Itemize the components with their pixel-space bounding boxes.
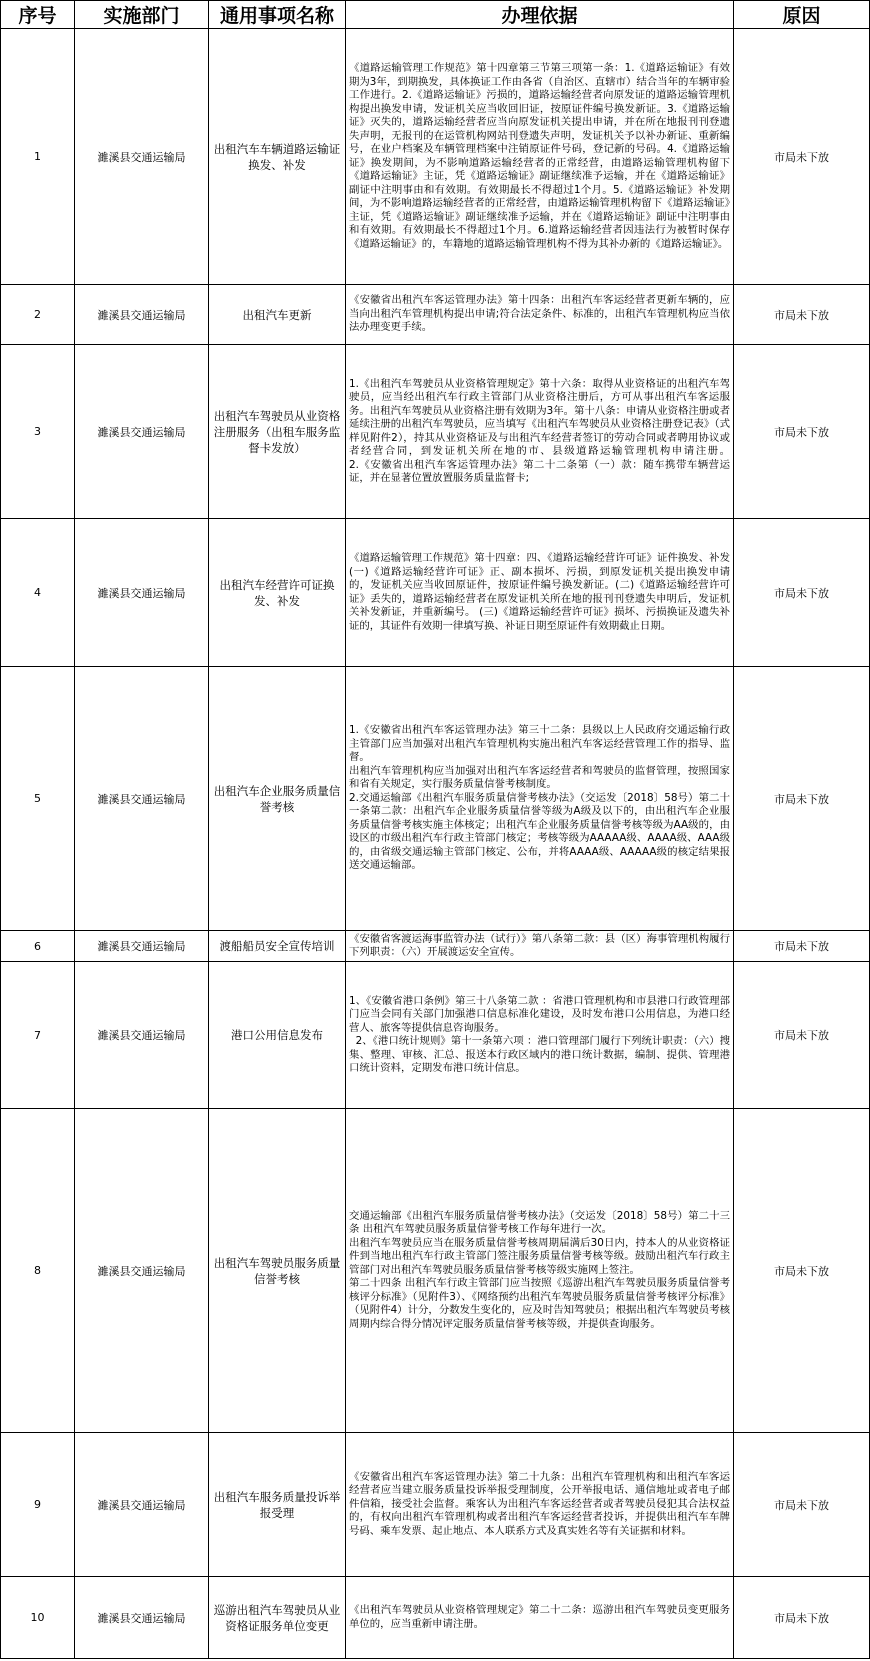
- cell-item: 出租汽车驾驶员从业资格注册服务（出租车服务监督卡发放）: [209, 345, 346, 519]
- cell-dept: 濉溪县交通运输局: [75, 285, 209, 345]
- cell-reason: 市局未下放: [734, 1433, 870, 1577]
- header-row: [1, 1, 870, 29]
- basis-text: 1.《出租汽车驾驶员从业资格管理规定》第十六条：取得从业资格证的出租汽车驾驶员，应当经出租汽车行政主管部门从业资格注册后，方可从事出租汽车客运服务。出租汽车驾驶员从业资格注册有效期为3年。第十八条：申请从业资格注册或者延续注册的出租汽车驾驶员，应当填写《出租汽车驾驶员从业资格注册登记表》（式样见附件2），持其从业资格证及与出租汽车经营者签订的劳动合同或者聘用协议或者经营合同，到发证机关所在地的市、县级道路运输管理机构申请注册。 2.《安徽省出租汽车客运管理办法》第二十二条第（一）款：随车携带车辆营运证，并在显著位置放置服务质量监督卡;: [349, 377, 797, 484]
- table-row: [1, 962, 870, 1109]
- table-row: [1, 931, 870, 962]
- table-row: [1, 1109, 870, 1433]
- header-basis: 办理依据: [346, 1, 734, 29]
- cell-item: 出租汽车企业服务质量信誉考核: [209, 667, 346, 931]
- header-dept: 实施部门: [75, 1, 209, 29]
- cell-item: 巡游出租汽车驾驶员从业资格证服务单位变更: [209, 1577, 346, 1659]
- cell-item: 渡船船员安全宣传培训: [209, 931, 346, 962]
- cell-reason: 市局未下放: [734, 29, 870, 285]
- basis-text: 《安徽省出租汽车客运管理办法》第十四条：出租汽车客运经营者更新车辆的，应当向出租汽车管理机构提出申请;符合法定条件、标准的，出租汽车管理机构应当依法办理变更手续。: [349, 294, 730, 334]
- table-row: [1, 29, 870, 285]
- cell-item: 港口公用信息发布: [209, 962, 346, 1109]
- cell-reason: 市局未下放: [734, 285, 870, 345]
- basis-text: 交通运输部《出租汽车服务质量信誉考核办法》（交运发〔2018〕58号）第二十三条 出租汽车驾驶员服务质量信誉考核工作每年进行一次。 出租汽车驾驶员应当在服务质量信誉考核周期届满后30日内，持本人的从业资格证件到当地出租汽车行政主管部门签注服务质量信誉考核等级。鼓励出租汽车行政主管部门对出租汽车驾驶员服务质量信誉考核等级实施网上签注。 第二十四条 出租汽车行政主管部门应当按照《巡游出租汽车驾驶员服务质量信誉考核评分标准》（见附件3）、《网络预约出租汽车驾驶员服务质量信誉考核评分标准》（见附件4）计分，分数发生变化的，应及时告知驾驶员；根据出租汽车驾驶员考核周期内综合得分情况评定服务质量信誉考核等级，并提供查询服务。: [349, 1209, 730, 1330]
- table-row: [1, 1433, 870, 1577]
- cell-reason: 市局未下放: [734, 667, 870, 931]
- basis-text: 《出租汽车驾驶员从业资格管理规定》第二十二条：巡游出租汽车驾驶员变更服务单位的，应当重新申请注册。: [349, 1604, 730, 1630]
- cell-dept: 濉溪县交通运输局: [75, 962, 209, 1109]
- cell-item: 出租汽车驾驶员服务质量信誉考核: [209, 1109, 346, 1433]
- cell-reason: 市局未下放: [734, 345, 870, 519]
- table-row: [1, 285, 870, 345]
- cell-dept: 濉溪县交通运输局: [75, 1433, 209, 1577]
- cell-seq: 7: [1, 962, 75, 1109]
- cell-dept: 濉溪县交通运输局: [75, 345, 209, 519]
- cell-reason: 市局未下放: [734, 962, 870, 1109]
- basis-text: 《安徽省出租汽车客运管理办法》第二十九条：出租汽车管理机构和出租汽车客运经营者应当建立服务质量投诉举报受理制度，公开举报电话、通信地址或者电子邮件信箱，接受社会监督。乘客认为出租汽车客运经营者或者驾驶员侵犯其合法权益的，有权向出租汽车管理机构或者出租汽车客运经营者投诉，并提供出租汽车车牌号码、乘车发票、起止地点、本人联系方式及真实姓名等有关证据和材料。: [349, 1470, 730, 1537]
- basis-text: 《道路运输管理工作规范》第十四章第三节第三项第一条：1.《道路运输证》有效期为3年，到期换发，具体换证工作由各省（自治区、直辖市）结合当年的车辆审验工作进行。2.《道路运输证》污损的，道路运输经营者向原发证的道路运输管理机构提出换发申请，发证机关应当收回旧证，按原证件编号换发新证。3.《道路运输证》灭失的，道路运输经营者应当向原发证机关提出申请，并在所在地报刊刊登遗失声明，无报刊的在运管机构网站刊登遗失声明，发证机关予以补办新证、重新编号，在业户档案及车辆管理档案中注销原证件号码，登记新的号码。4.《道路运输证》换发期间，为不影响道路运输经营者的正常经营，由道路运输管理机构留下《道路运输证》主证，凭《道路运输证》副证继续准予运输，并在《道路运输证》副证中注明事由和有效期。有效期最长不得超过1个月。5.《道路运输证》补发期间，为不影响道路运输经营者的正常经营，由道路运输管理机构留下《道路运输证》主证，凭《道路运输证》副证继续准予运输，并在《道路运输证》副证中注明事由和有效期。有效期最长不得超过1个月。6.道路运输经营者因违法行为被暂时保存《道路运输证》的，车籍地的道路运输管理机构不得为其补办新的《道路运输证》。: [349, 62, 730, 250]
- basis-text: 1.《安徽省出租汽车客运管理办法》第三十二条：县级以上人民政府交通运输行政主管部门应当加强对出租汽车管理机构实施出租汽车客运经营管理工作的指导、监督。 出租汽车管理机构应当加强对出租汽车客运经营者和驾驶员的监督管理，按照国家和省有关规定，实行服务质量信誉考核制度。 2.交通运输部《出租汽车服务质量信誉考核办法》（交运发〔2018〕58号）第二十一条第二款：出租汽车企业服务质量信誉等级为A级及以下的，由出租汽车企业服务质量信誉考核实施主体核定；出租汽车企业服务质量信誉考核等级为AA级的，由设区的市级出租汽车行政主管部门核定；考核等级为AAAAA级、AAAA级、AAA级的，由省级交通运输主管部门核定、公布，并将AAAA级、AAAAA级的核定结果报送交通运输部。: [349, 724, 730, 872]
- cell-seq: 8: [1, 1109, 75, 1433]
- cell-basis: [346, 29, 734, 285]
- basis-text: 《安徽省客渡运海事监管办法（试行）》第八条第二款：县（区）海事管理机构履行下列职责：（六）开展渡运安全宣传。: [349, 932, 730, 958]
- cell-item: 出租汽车更新: [209, 285, 346, 345]
- cell-basis: [346, 1577, 734, 1659]
- cell-seq: 3: [1, 345, 75, 519]
- header-seq: 序号: [1, 1, 75, 29]
- cell-seq: 2: [1, 285, 75, 345]
- table-row: [1, 519, 870, 667]
- cell-basis: [346, 667, 734, 931]
- header-item: 通用事项名称: [209, 1, 346, 29]
- cell-dept: 濉溪县交通运输局: [75, 29, 209, 285]
- cell-basis: [346, 931, 734, 962]
- cell-seq: 6: [1, 931, 75, 962]
- cell-basis: [346, 1433, 734, 1577]
- cell-reason: 市局未下放: [734, 1109, 870, 1433]
- cell-basis: [346, 345, 797, 519]
- cell-dept: 濉溪县交通运输局: [75, 667, 209, 931]
- cell-dept: 濉溪县交通运输局: [75, 1577, 209, 1659]
- header-reason: 原因: [734, 1, 870, 29]
- cell-dept: 濉溪县交通运输局: [75, 519, 209, 667]
- cell-basis: [346, 285, 734, 345]
- basis-text: 《道路运输管理工作规范》第十四章：四、《道路运输经营许可证》证件换发、补发(一)《道路运输经营许可证》正、副本损坏、污损，到原发证机关提出换发申请的，发证机关应当收回原证件，按原证件编号换发新证。(二)《道路运输经营许可证》丢失的，道路运输经营者在原发证机关所在地的报刊刊登遗失申明后，发证机关补发新证，并重新编号。 (三)《道路运输经营许可证》损坏、污损换证及遗失补证的，其证件有效期一律填写换、补证日期至原证件有效期截止日期。: [349, 552, 730, 632]
- cell-dept: 濉溪县交通运输局: [75, 931, 209, 962]
- cell-reason: 市局未下放: [734, 1577, 870, 1659]
- table-row: [1, 1577, 870, 1659]
- basis-text: 1、《安徽省港口条例》第三十八条第二款 ：省港口管理机构和市县港口行政管理部门应当会同有关部门加强港口信息标准化建设，及时发布港口公用信息，为港口经营人、旅客等提供信息咨询服务。 2、《港口统计规则》第十一条第六项 ：港口管理部门履行下列统计职责：（六）搜集、整理、审核、汇总、报送本行政区域内的港口统计数据，编制、提供、管理港口统计资料，定期发布港口统计信息。: [349, 994, 730, 1074]
- cell-seq: 1: [1, 29, 75, 285]
- cell-item: 出租汽车车辆道路运输证换发、补发: [209, 29, 346, 285]
- cell-basis: [346, 519, 734, 667]
- cell-seq: 9: [1, 1433, 75, 1577]
- cell-seq: 10: [1, 1577, 75, 1659]
- cell-reason: 市局未下放: [734, 519, 870, 667]
- cell-seq: 5: [1, 667, 75, 931]
- cell-seq: 4: [1, 519, 75, 667]
- cell-item: 出租汽车服务质量投诉举报受理: [209, 1433, 346, 1577]
- cell-item: 出租汽车经营许可证换发、补发: [209, 519, 346, 667]
- cell-reason: 市局未下放: [734, 931, 870, 962]
- cell-basis: [346, 962, 734, 1109]
- cell-dept: 濉溪县交通运输局: [75, 1109, 209, 1433]
- table-row: [1, 345, 870, 519]
- cell-basis: [346, 1109, 734, 1433]
- table-row: [1, 667, 870, 931]
